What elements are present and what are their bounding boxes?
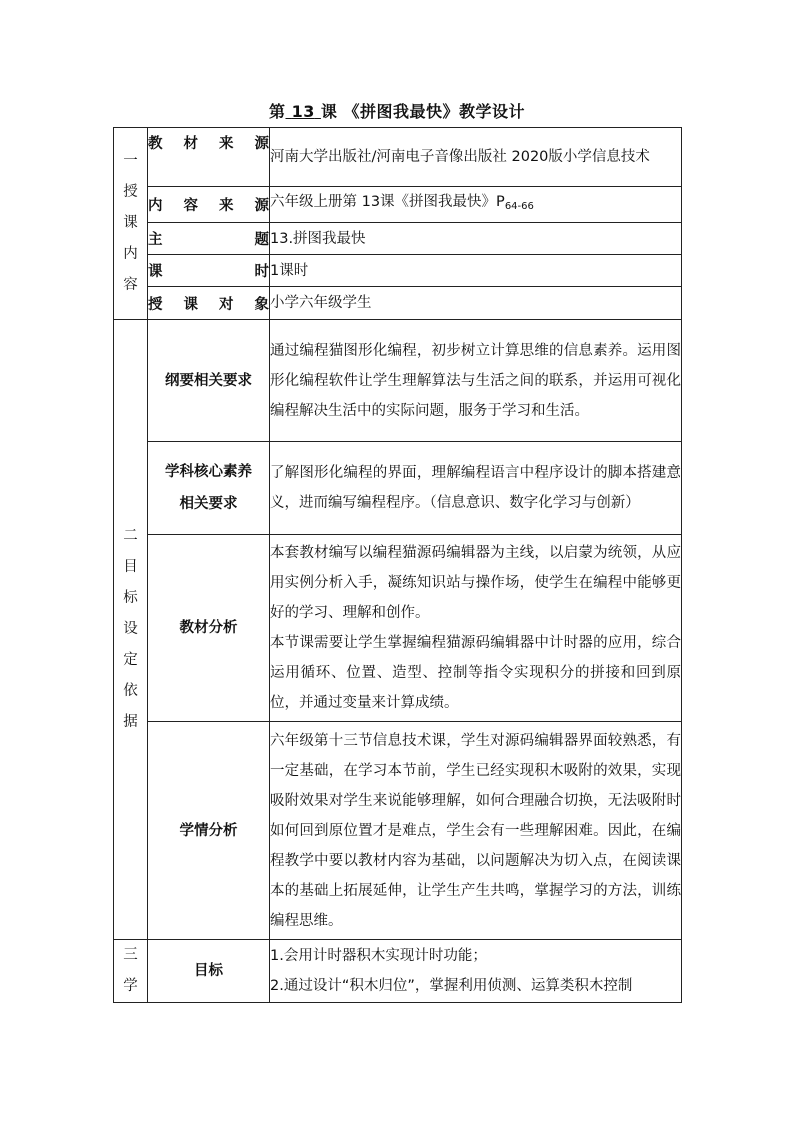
row-value: 六年级第十三节信息技术课，学生对源码编辑器界面较熟悉，有一定基础，在学习本节前，学生已经实现积木吸附的效果，实现吸附效果对学生来说能够理解，如何合理融合切换，无法吸附时如何回到原位置才是难点，学生会有一些理解困难。因此，在编程教学中要以教材内容为基础，以问题解决为切入点，在阅读课本的基础上拓展延伸，让学生产生共鸣，掌握学习的方法，训练编程思维。	[270, 722, 682, 940]
row-label: 内 容 来 源	[148, 187, 270, 223]
title-lesson-number: 13	[291, 102, 315, 121]
row-value: 了解图形化编程的界面，理解编程语言中程序设计的脚本搭建意义，进而编写编程程序。（信息意识、数字化学习与创新）	[270, 442, 682, 535]
row-value: 1.会用计时器积木实现计时功能； 2.通过设计“积木归位”，掌握利用侦测、运算类积木控制	[270, 940, 682, 1003]
table-row	[114, 223, 682, 255]
table-row	[114, 255, 682, 287]
table-row	[114, 320, 682, 442]
section-heading-teaching-content: 一 授 课 内 容	[114, 128, 148, 320]
row-label: 教 材 来 源	[148, 128, 270, 187]
table-row	[114, 442, 682, 535]
title-name: 《拼图我最快》教学设计	[343, 102, 526, 121]
page-title	[0, 100, 794, 124]
row-label: 主 题	[148, 223, 270, 255]
row-label: 目标	[148, 940, 270, 1003]
row-value: 本套教材编写以编程猫源码编辑器为主线，以启蒙为统领，从应用实例分析入手，凝练知识站与操作场，使学生在编程中能够更好的学习、理解和创作。 本节课需要让学生掌握编程猫源码编辑器中计时器的应用，综合运用循环、位置、造型、控制等指令实现积分的拼接和回到原位，并通过变量来计算成绩。	[270, 535, 682, 722]
row-label: 纲要相关要求	[148, 320, 270, 442]
row-value: 13.拼图我最快	[270, 223, 682, 255]
row-value: 1课时	[270, 255, 682, 287]
row-value: 通过编程猫图形化编程，初步树立计算思维的信息素养。运用图形化编程软件让学生理解算法与生活之间的联系，并运用可视化编程解决生活中的实际问题，服务于学习和生活。	[270, 320, 682, 442]
row-label: 课 时	[148, 255, 270, 287]
lesson-design-table	[113, 127, 682, 1003]
table-row	[114, 287, 682, 320]
row-label: 学情分析	[148, 722, 270, 940]
row-label: 授 课 对 象	[148, 287, 270, 320]
table-row	[114, 128, 682, 187]
title-middle: 课	[320, 102, 338, 121]
section-heading-learning-goals: 三 学	[114, 940, 148, 1003]
title-prefix: 第	[268, 102, 286, 121]
row-label: 学科核心素养 相关要求	[148, 442, 270, 535]
row-value: 小学六年级学生	[270, 287, 682, 320]
row-value: 河南大学出版社/河南电子音像出版社 2020版小学信息技术	[270, 128, 682, 187]
table-row	[114, 535, 682, 722]
section-heading-goal-basis: 二 目 标 设 定 依 据	[114, 320, 148, 940]
table-row	[114, 722, 682, 940]
table-row	[114, 940, 682, 1003]
row-label: 教材分析	[148, 535, 270, 722]
table-row	[114, 187, 682, 223]
row-value: 六年级上册第 13课《拼图我最快》$P_{64-66}$	[270, 187, 682, 223]
